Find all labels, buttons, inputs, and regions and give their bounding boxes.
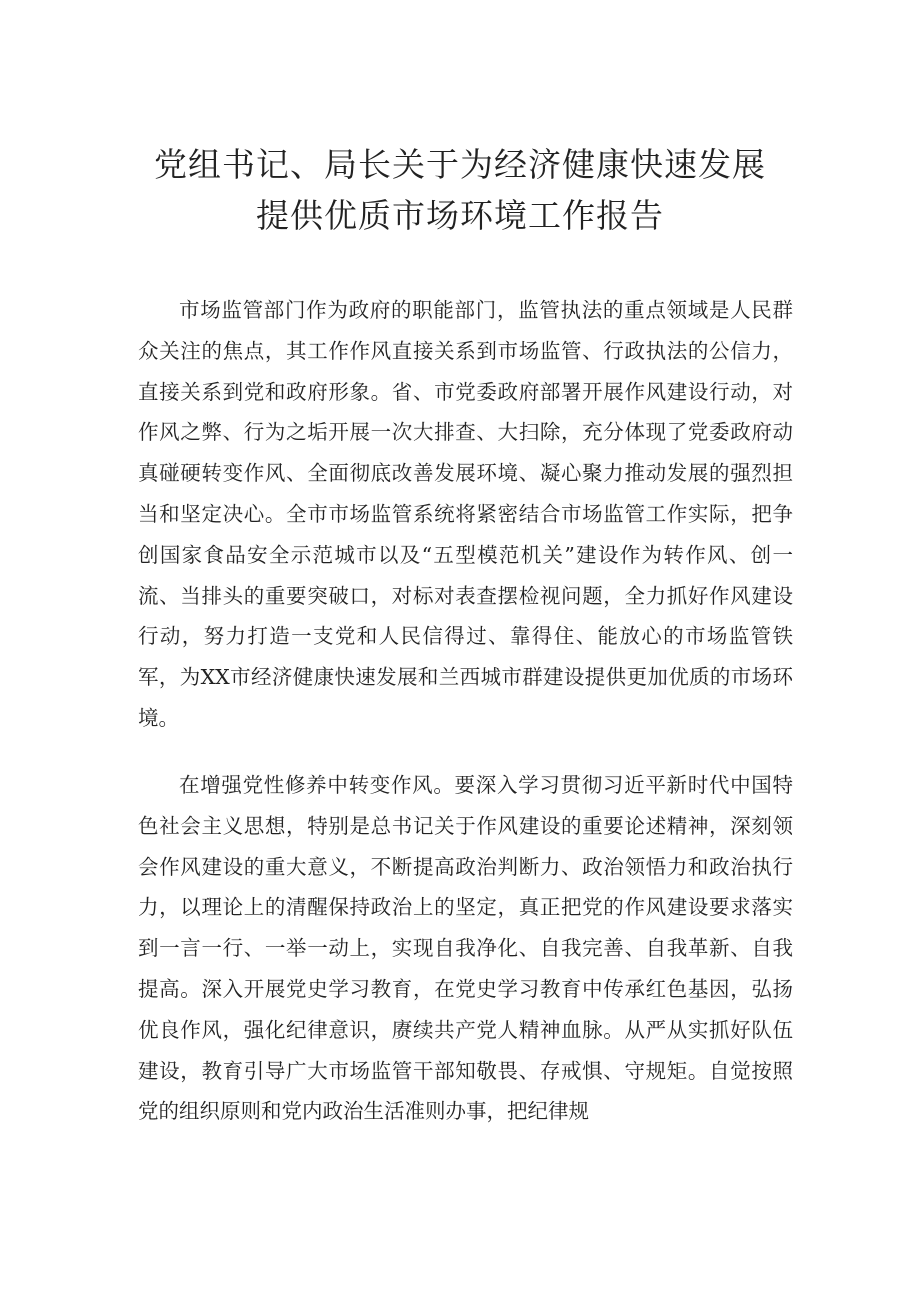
document-title-line-2: 提供优质市场环境工作报告 <box>256 196 664 235</box>
document-title-line-1: 党组书记、局长关于为经济健康快速发展 <box>154 145 766 184</box>
body-paragraph-2: 在增强党性修养中转变作风。要深入学习贯彻习近平新时代中国特色社会主义思想，特别是总书记关于作风建设的重要论述精神，深刻领会作风建设的重大意义，不断提高政治判断力、政治领悟力和政治执行力，以理论上的清醒保持政治上的坚定，真正把党的作风建设要求落实到一言一行、一举一动上，实现自我净化、自我完善、自我革新、自我提高。深入开展党史学习教育，在党史学习教育中传承红色基因，弘扬优良作风，强化纪律意识，赓续共产党人精神血脉。从严从实抓好队伍建设，教育引导广大市场监管干部知敬畏、存戒惧、守规矩。自觉按照党的组织原则和党内政治生活准则办事，把纪律规 <box>138 773 793 1124</box>
body-paragraph-1: 市场监管部门作为政府的职能部门，监管执法的重点领域是人民群众关注的焦点，其工作作风直接关系到市场监管、行政执法的公信力，直接关系到党和政府形象。省、市党委政府部署开展作风建设行动，对作风之弊、行为之垢开展一次大排查、大扫除，充分体现了党委政府动真碰硬转变作风、全面彻底改善发展环境、凝心聚力推动发展的强烈担当和坚定决心。全市市场监管系统将紧密结合市场监管工作实际，把争创国家食品安全示范城市以及“五型模范机关”建设作为转作风、创一流、当排头的重要突破口，对标对表查摆检视问题，全力抓好作风建设行动，努力打造一支党和人民信得过、靠得住、能放心的市场监管铁军，为XX市经济健康快速发展和兰西城市群建设提供更加优质的市场环境。 <box>138 298 793 730</box>
